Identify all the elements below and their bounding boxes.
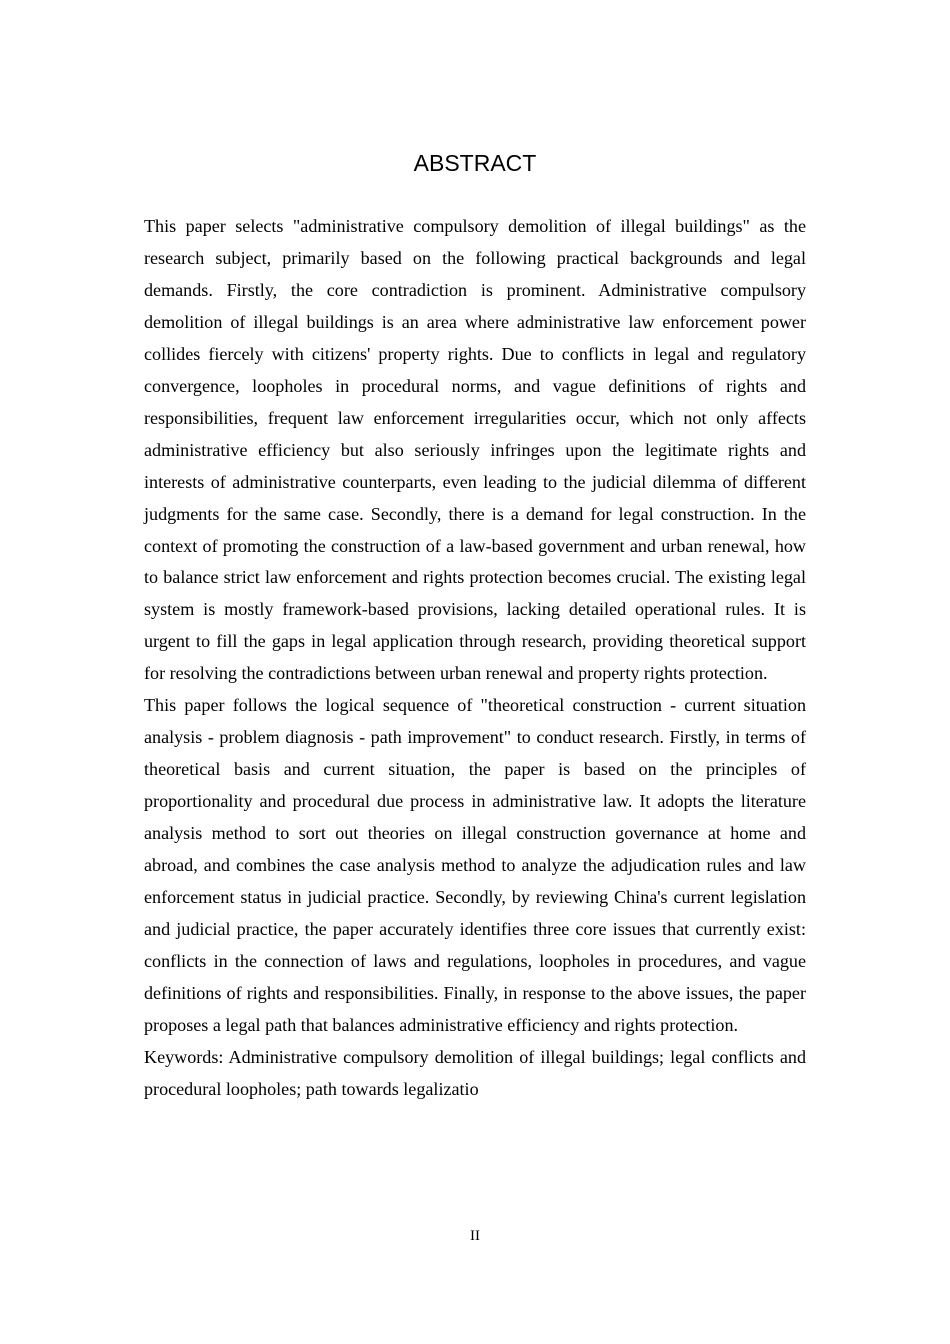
- page-number: II: [470, 1228, 480, 1244]
- abstract-title: ABSTRACT: [413, 150, 537, 176]
- abstract-paragraph-1: This paper selects "administrative compulsory demolition of illegal buildings" as the research subject, primarily based on the following practical backgrounds and legal demands. Firstly, the core contradiction is prominent. Administrative compulsory demolition of illegal buildings is an area where administrative law enforcement power collides fiercely with citizens' property rights. Due to conflicts in legal and regulatory convergence, loopholes in procedural norms, and vague definitions of rights and responsibilities, frequent law enforcement irregularities occur, which not only affects administrative efficiency but also seriously infringes upon the legitimate rights and interests of administrative counterparts, even leading to the judicial dilemma of different judgments for the same case. Secondly, there is a demand for legal construction. In the context of promoting the construction of a law-based government and urban renewal, how to balance strict law enforcement and rights protection becomes crucial. The existing legal system is mostly framework-based provisions, lacking detailed operational rules. It is urgent to fill the gaps in legal application through research, providing theoretical support for resolving the contradictions between urban renewal and property rights protection.: [144, 216, 806, 684]
- abstract-paragraph-2: This paper follows the logical sequence of "theoretical construction - current situation analysis - problem diagnosis - path improvement" to conduct research. Firstly, in terms of theoretical basis and current situation, the paper is based on the principles of proportionality and procedural due process in administrative law. It adopts the literature analysis method to sort out theories on illegal construction governance at home and abroad, and combines the case analysis method to analyze the adjudication rules and law enforcement status in judicial practice. Secondly, by reviewing China's current legislation and judicial practice, the paper accurately identifies three core issues that currently exist: conflicts in the connection of laws and regulations, loopholes in procedures, and vague definitions of rights and responsibilities. Finally, in response to the above issues, the paper proposes a legal path that balances administrative efficiency and rights protection.: [144, 695, 806, 1035]
- abstract-body: [144, 211, 806, 1106]
- keywords-paragraph: Keywords: Administrative compulsory demolition of illegal buildings; legal conflicts and procedural loopholes; path towards legalizatio: [144, 1046, 806, 1099]
